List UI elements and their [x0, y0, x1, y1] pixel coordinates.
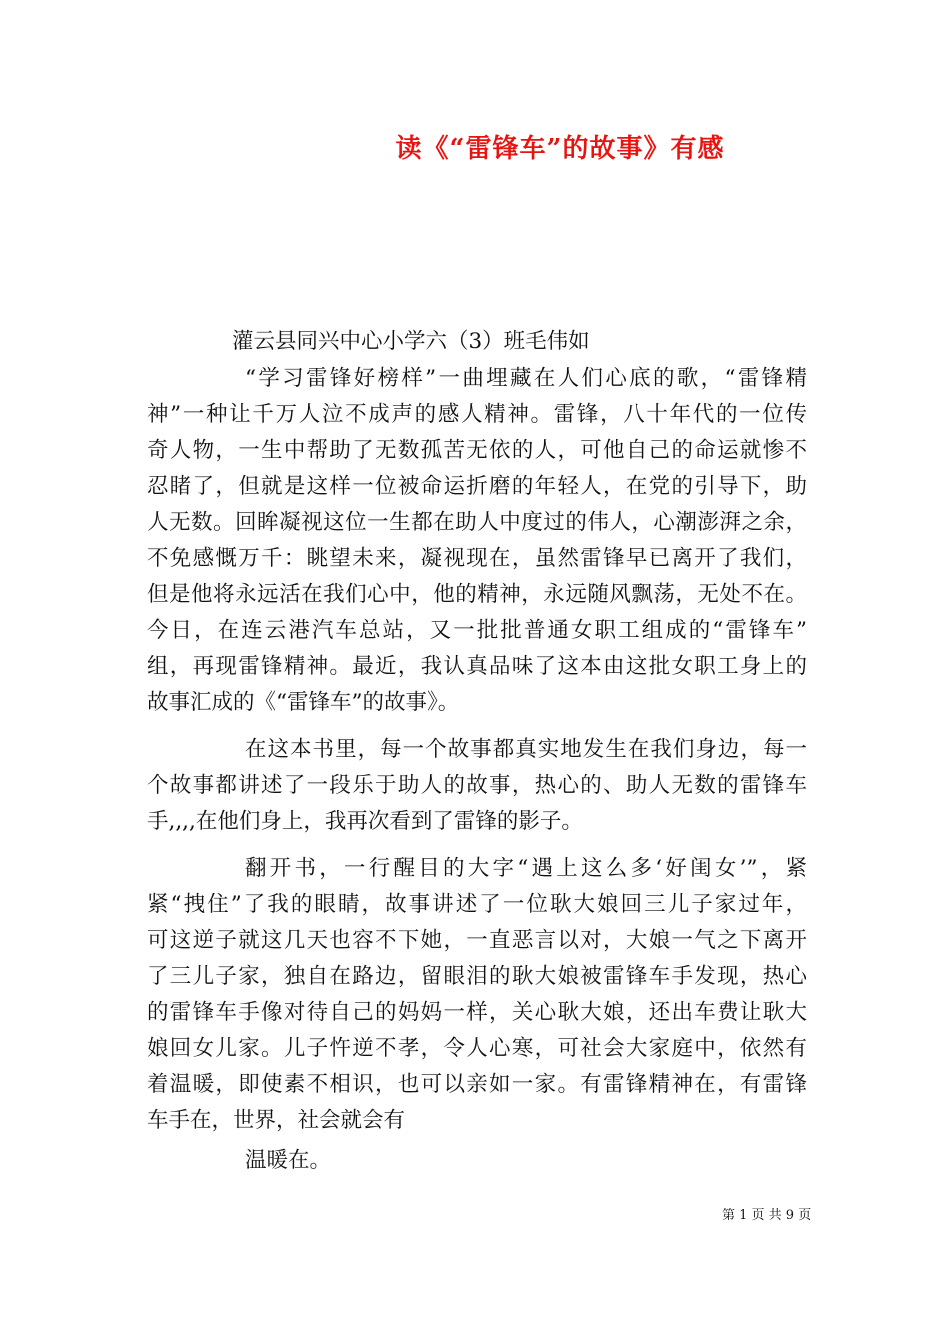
paragraph-line: 紧“拽住”了我的眼睛，故事讲述了一位耿大娘回三儿子家过年，	[147, 892, 807, 917]
paragraph-line: 神”一种让千万人泣不成声的感人精神。雷锋，八十年代的一位传	[147, 402, 807, 427]
paragraph-line: 个故事都讲述了一段乐于助人的故事，热心的、助人无数的雷锋车	[147, 773, 807, 798]
page-number-footer: 第 1 页 共 9 页	[722, 1208, 812, 1223]
paragraph-line: 但是他将永远活在我们心中，他的精神，永远随风飘荡，无处不在。	[147, 582, 807, 607]
author-line: 灌云县同兴中心小学六（3）班毛伟如	[232, 329, 590, 354]
paragraph-1-first-line: “学习雷锋好榜样”一曲埋藏在人们心底的歌，“雷锋精	[245, 366, 807, 391]
paragraph-line: 的雷锋车手像对待自己的妈妈一样，关心耿大娘，还出车费让耿大	[147, 1000, 807, 1025]
paragraph-line: 车手在，世界，社会就会有	[147, 1108, 406, 1133]
paragraph-line: 奇人物，一生中帮助了无数孤苦无依的人，可他自己的命运就惨不	[147, 438, 807, 463]
paragraph-2-first-line: 在这本书里，每一个故事都真实地发生在我们身边，每一	[245, 737, 807, 762]
paragraph-line: 组，再现雷锋精神。最近，我认真品味了这本由这批女职工身上的	[147, 654, 807, 679]
paragraph-line: 不免感慨万千：眺望未来，凝视现在，虽然雷锋早已离开了我们，	[147, 546, 807, 571]
paragraph-line: 人无数。回眸凝视这位一生都在助人中度过的伟人，心潮澎湃之余，	[147, 510, 807, 535]
paragraph-line: 娘回女儿家。儿子忤逆不孝，令人心寒，可社会大家庭中，依然有	[147, 1036, 807, 1061]
paragraph-line: 今日，在连云港汽车总站，又一批批普通女职工组成的“雷锋车”	[147, 618, 807, 643]
paragraph-line: 故事汇成的《“雷锋车”的故事》。	[147, 690, 460, 715]
closing-line: 温暖在。	[245, 1148, 332, 1173]
document-title: 读《“雷锋车”的故事》有感	[395, 134, 725, 164]
paragraph-line: 了三儿子家，独自在路边，留眼泪的耿大娘被雷锋车手发现，热心	[147, 964, 807, 989]
paragraph-3-first-line: 翻开书，一行醒目的大字“遇上这么多‘好闺女’”，紧	[245, 856, 807, 881]
paragraph-line: 着温暖，即使素不相识，也可以亲如一家。有雷锋精神在，有雷锋	[147, 1072, 807, 1097]
paragraph-line: 忍睹了，但就是这样一位被命运折磨的年轻人，在党的引导下，助	[147, 474, 807, 499]
paragraph-line: 可这逆子就这几天也容不下她，一直恶言以对，大娘一气之下离开	[147, 928, 807, 953]
paragraph-line: 手,,,,在他们身上，我再次看到了雷锋的影子。	[147, 809, 583, 834]
